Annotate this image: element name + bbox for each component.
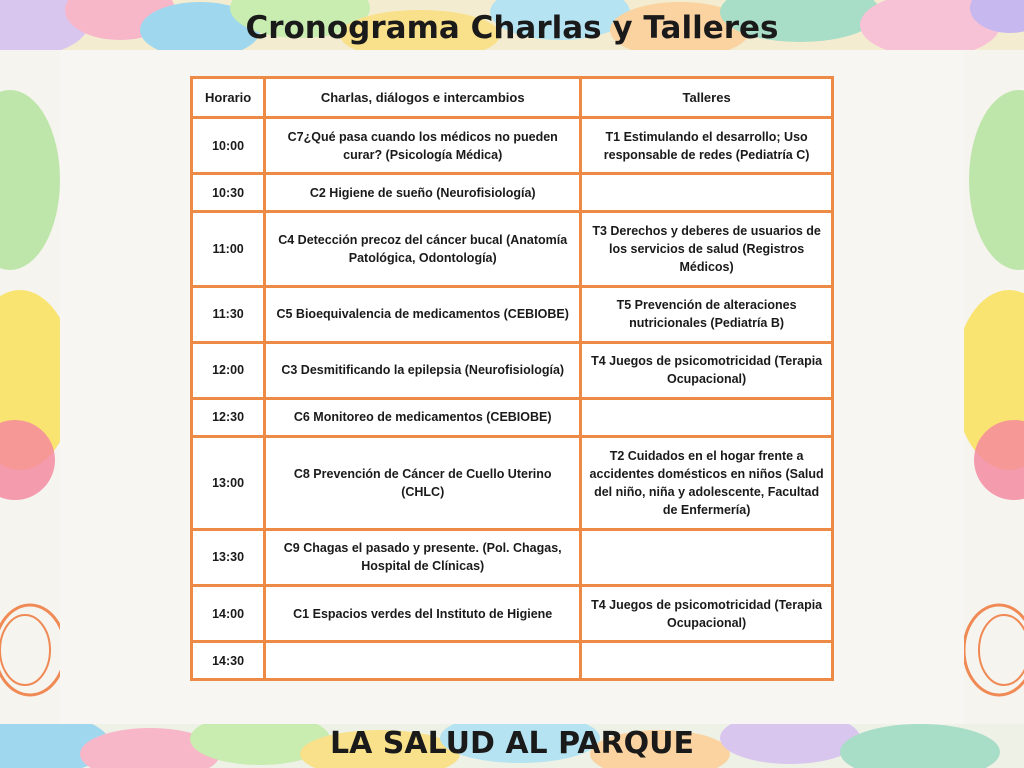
table-row [193, 587, 831, 640]
time-cell: 11:30 [193, 288, 263, 341]
table-row [193, 643, 831, 678]
table-row [193, 438, 831, 528]
footer-title: LA SALUD AL PARQUE [329, 726, 695, 761]
header-talleres: Talleres [582, 79, 831, 116]
schedule-table [190, 76, 834, 681]
workshop-cell: T1 Estimulando el desarrollo; Uso responsable de redes (Pediatría C) [582, 119, 831, 172]
workshop-cell: T4 Juegos de psicomotricidad (Terapia Ocupacional) [582, 587, 831, 640]
time-cell: 13:30 [193, 531, 263, 584]
talk-cell [266, 643, 579, 678]
talk-cell: C4 Detección precoz del cáncer bucal (Anatomía Patológica, Odontología) [266, 213, 579, 285]
workshop-cell [582, 400, 831, 435]
time-cell: 14:00 [193, 587, 263, 640]
table-row [193, 175, 831, 210]
table-row [193, 531, 831, 584]
workshop-cell [582, 175, 831, 210]
talk-cell: C2 Higiene de sueño (Neurofisiología) [266, 175, 579, 210]
table-row [193, 119, 831, 172]
time-cell: 11:00 [193, 213, 263, 285]
table-row [193, 213, 831, 285]
time-cell: 10:30 [193, 175, 263, 210]
time-cell: 10:00 [193, 119, 263, 172]
workshop-cell: T2 Cuidados en el hogar frente a accidentes domésticos en niños (Salud del niño, niña y adolescente, Facultad de Enfermería) [582, 438, 831, 528]
time-cell: 12:30 [193, 400, 263, 435]
time-cell: 12:00 [193, 344, 263, 397]
talk-cell: C5 Bioequivalencia de medicamentos (CEBIOBE) [266, 288, 579, 341]
workshop-cell: T3 Derechos y deberes de usuarios de los servicios de salud (Registros Médicos) [582, 213, 831, 285]
workshop-cell: T5 Prevención de alteraciones nutricionales (Pediatría B) [582, 288, 831, 341]
table-row [193, 400, 831, 435]
workshop-cell [582, 643, 831, 678]
time-cell: 14:30 [193, 643, 263, 678]
page-title: Cronograma Charlas y Talleres [245, 10, 779, 46]
talk-cell: C7¿Qué pasa cuando los médicos no pueden curar? (Psicología Médica) [266, 119, 579, 172]
workshop-cell [582, 531, 831, 584]
header-horario: Horario [193, 79, 263, 116]
talk-cell: C6 Monitoreo de medicamentos (CEBIOBE) [266, 400, 579, 435]
talk-cell: C9 Chagas el pasado y presente. (Pol. Chagas, Hospital de Clínicas) [266, 531, 579, 584]
talk-cell: C3 Desmitificando la epilepsia (Neurofisiología) [266, 344, 579, 397]
header-charlas: Charlas, diálogos e intercambios [266, 79, 579, 116]
table-row [193, 288, 831, 341]
table-row [193, 344, 831, 397]
table-header-row [193, 79, 831, 116]
time-cell: 13:00 [193, 438, 263, 528]
talk-cell: C8 Prevención de Cáncer de Cuello Uterino (CHLC) [266, 438, 579, 528]
workshop-cell: T4 Juegos de psicomotricidad (Terapia Ocupacional) [582, 344, 831, 397]
talk-cell: C1 Espacios verdes del Instituto de Higiene [266, 587, 579, 640]
